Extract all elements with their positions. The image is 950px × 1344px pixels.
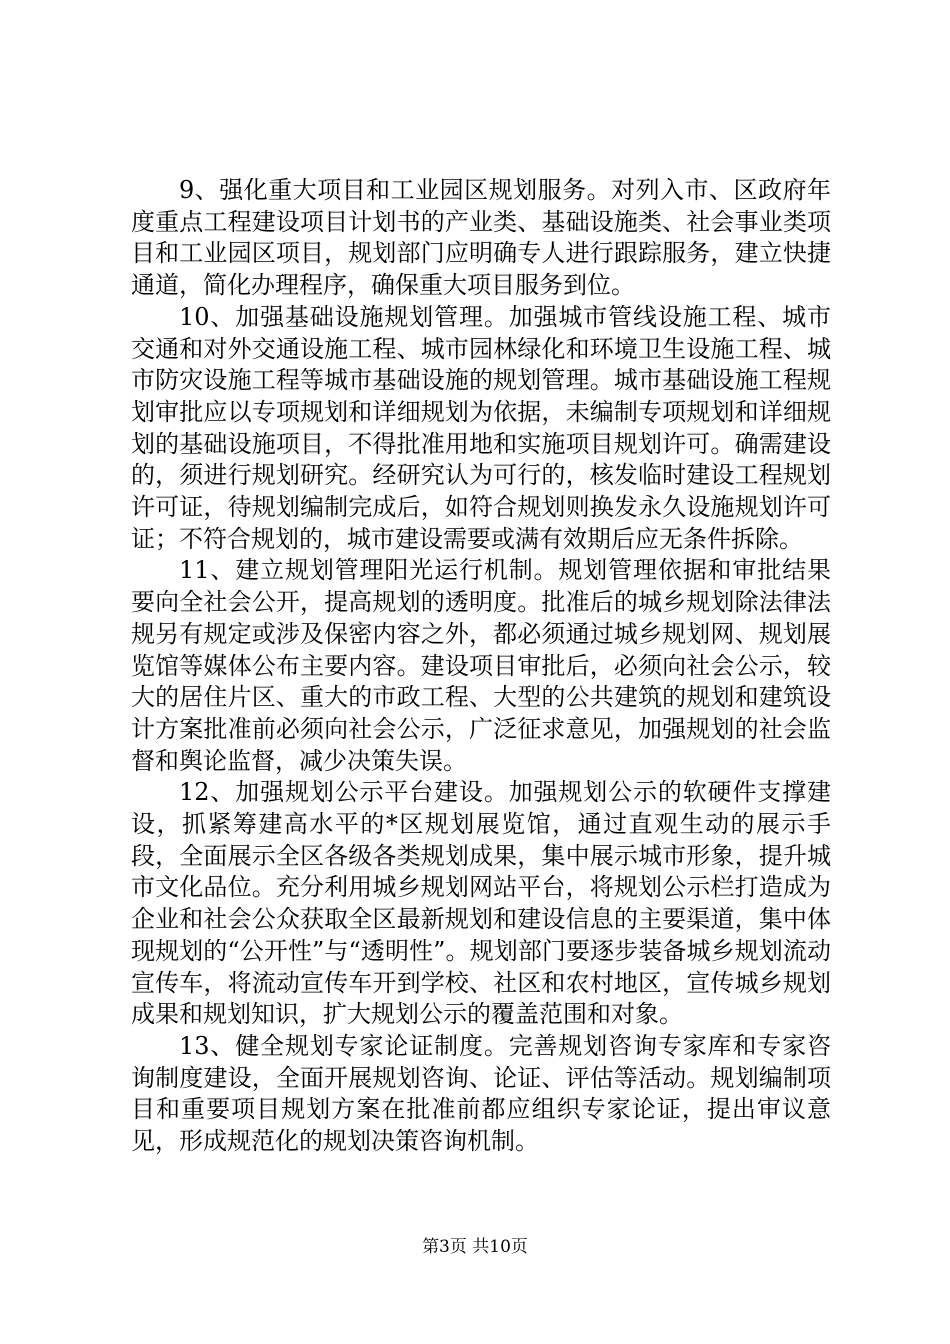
paragraph-item-10: 10、加强基础设施规划管理。加强城市管线设施工程、城市交通和对外交通设施工程、城市园林绿化和环境卫生设施工程、城市防灾设施工程等城市基础设施的规划管理。城市基础设施工程规划审批应以专项规划和详细规划为依据，未编制专项规划和详细规划的基础设施项目，不得批准用地和实施项目规划许可。确需建设的，须进行规划研究。经研究认为可行的，核发临时建设工程规划许可证，待规划编制完成后，如符合规划则换发永久设施规划许可证；不符合规划的，城市建设需要或满有效期后应无条件拆除。 (131, 302, 831, 553)
paragraph-item-13: 13、健全规划专家论证制度。完善规划咨询专家库和专家咨询制度建设，全面开展规划咨询、论证、评估等活动。规划编制项目和重要项目规划方案在批准前都应组织专家论证，提出审议意见，形成规范化的规划决策咨询机制。 (131, 1031, 831, 1156)
paragraph-item-9: 9、强化重大项目和工业园区规划服务。对列入市、区政府年度重点工程建设项目计划书的产业类、基础设施类、社会事业类项目和工业园区项目，规划部门应明确专人进行跟踪服务，建立快捷通道，简化办理程序，确保重大项目服务到位。 (131, 176, 831, 300)
paragraph-item-11: 11、建立规划管理阳光运行机制。规划管理依据和审批结果要向全社会公开，提高规划的透明度。批准后的城乡规划除法律法规另有规定或涉及保密内容之外，都必须通过城乡规划网、规划展览馆等媒体公布主要内容。建设项目审批后，必须向社会公示，较大的居住片区、重大的市政工程、大型的公共建筑的规划和建筑设计方案批准前必须向社会公示，广泛征求意见，加强规划的社会监督和舆论监督，减少决策失误。 (131, 556, 831, 775)
page-footer: 第3页 共10页 (422, 1237, 528, 1257)
document-body (131, 175, 831, 1158)
paragraph-item-12: 12、加强规划公示平台建设。加强规划公示的软硬件支撑建设，抓紧筹建高水平的*区规划展览馆，通过直观生动的展示手段，全面展示全区各级各类规划成果，集中展示城市形象，提升城市文化品位。充分利用城乡规划网站平台，将规划公示栏打造成为企业和社会公众获取全区最新规划和建设信息的主要渠道，集中体现规划的“公开性”与“透明性”。规划部门要逐步装备城乡规划流动宣传车，将流动宣传车开到学校、社区和农村地区，宣传城乡规划成果和规划知识，扩大规划公示的覆盖范围和对象。 (131, 778, 831, 1029)
